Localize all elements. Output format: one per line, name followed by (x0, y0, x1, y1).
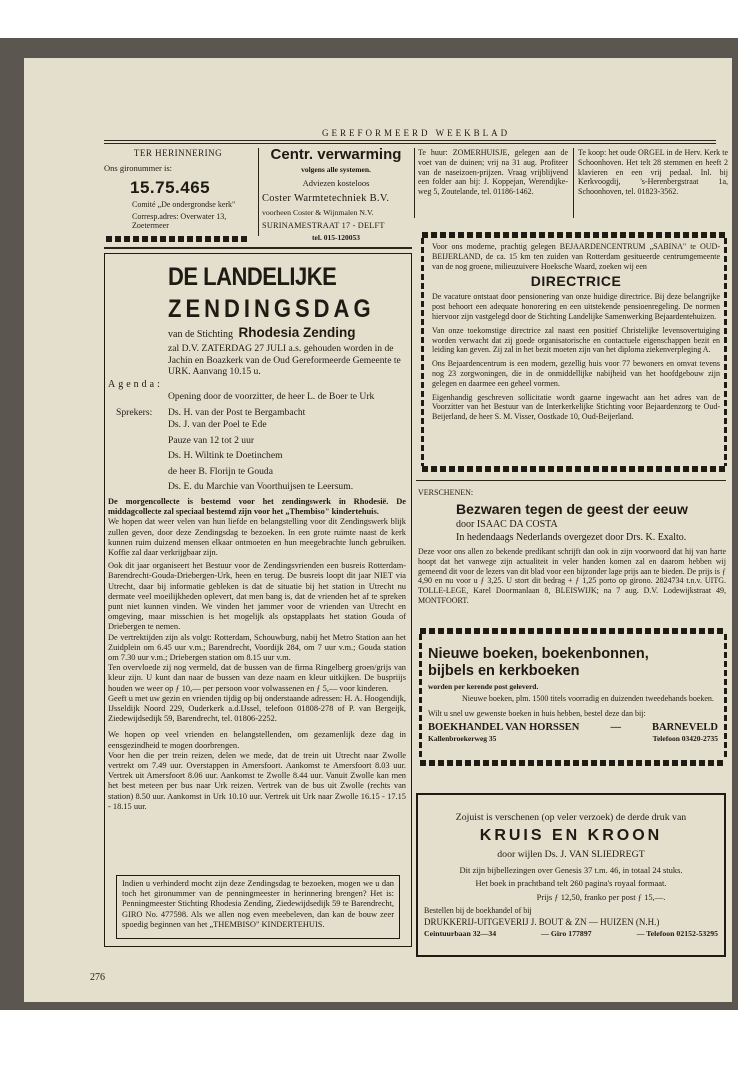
herinnering-line: Ons gironummer is: (104, 163, 172, 173)
kruis-author: door wijlen Ds. J. VAN SLIEDREGT (497, 849, 645, 860)
zendingsdag-p1: We hopen dat weer velen van hun liefde en belangstelling voor dit Zendingswerk blijk zullen geven, door deze Zendingsdag te bezoeken. In een grote ruimte naast de kerk kunnen ruim duizend mensen elkaar ontmoeten en hun meegebrachte lunch gebruiken. Koffie zal daar verkrijgbaar zijn. (108, 517, 406, 557)
zendingsdag-sprekers-label: Sprekers: (116, 407, 153, 419)
verschenen-author: door ISAAC DA COSTA (456, 519, 558, 530)
kruis-ad (424, 812, 718, 938)
boeken-title-2: bijbels en kerkboeken (428, 663, 580, 679)
sabina-ad (432, 242, 720, 422)
boeken-tel: Telefoon 03420-2735 (652, 733, 718, 743)
speaker-line: Ds. J. van der Poel te Ede (168, 418, 267, 430)
sabina-border-right (724, 238, 727, 466)
kruis-title: KRUIS EN KROON (479, 827, 663, 844)
boeken-ad (428, 646, 718, 743)
sabina-p2: Van onze toekomstige directrice zal naast een positief Christelijke levensovertuiging worden verwacht dat zij goede organisatorische en contactuele eigenschappen bezit en leiding kan geven. Zij zal in het bezit moeten zijn van het diploma ziekenverpleging A. (432, 325, 720, 355)
sabina-intro: Voor ons moderne, prachtig gelegen BEJAARDENCENTRUM „SABINA" te OUD-BEIJERLAND, de ca. 15 km ten zuiden van Rotterdam gesitueerde centrumgemeente van de nog groene, milieuzuivere Hoeksche Waard, zoeken wij een (432, 242, 720, 271)
koop-rule (573, 148, 574, 218)
boeken-shop: BOEKHANDEL VAN HORSSEN (428, 721, 580, 733)
kruis-tel: — Telefoon 02152-53295 (636, 929, 718, 938)
verwarming-ad (262, 146, 410, 242)
zendingsdag-opening: Opening door de voorzitter, de heer L. de Boer te Urk (168, 390, 375, 402)
speaker-line: de heer B. Florijn te Gouda (168, 465, 273, 477)
verwarming-rule (258, 148, 259, 236)
boeken-line: Nieuwe boeken, plm. 1500 titels voorradig en duizenden tweedehands boeken. (462, 694, 714, 703)
boeken-shop-row (428, 722, 718, 733)
speaker-line: Pauze van 12 tot 2 uur (168, 434, 255, 446)
zendingsdag-intro: zal D.V. ZATERDAG 27 JULI a.s. gehouden worden in de Jachin en Boazkerk van de Oud Gereformeerde Gemeente te URK. Aanvang 10.15 u. (168, 343, 401, 378)
speaker-line: Ds. E. du Marchie van Voorthuijsen te Leersum. (168, 481, 354, 493)
boeken-border-left (419, 634, 422, 760)
kruis-giro: — Giro 177897 (541, 929, 592, 938)
running-head: GEREFORMEERD WEEKBLAD (322, 128, 511, 138)
boeken-sub: worden per kerende post geleverd. (428, 682, 539, 691)
zendingsdag-giro-text: Indien u verhinderd mocht zijn deze Zendingsdag te bezoeken, mogen we u dan toch het gironummer van de penningmeester in herinnering brengen? Het is: Penningmeester Stichting Rhodesia Zending, Ziedewijdsedijk 59 te Barendrecht, GIRO No. 477598. Als we allen nog even meebeleven, dan kan de bouw zeer spoedig beginnen van het „THEMBISO" KINDERTEHUIS. (122, 879, 394, 929)
herinnering-giro: 15.75.465 (130, 178, 211, 197)
boeken-title: Nieuwe boeken, boekenbonnen, (428, 646, 649, 662)
kruis-line-2: Het boek in prachtband telt 260 pagina's royaal formaat. (475, 878, 667, 888)
speaker-line: Ds. H. Wiltink te Doetinchem (168, 450, 283, 462)
herinnering-comite: Comité „De ondergrondse kerk" (132, 200, 236, 209)
zendingsdag-stichting-pre: van de Stichting (168, 329, 233, 340)
zendingsdag-title-2: ZENDINGSDAG (168, 294, 375, 323)
zendingsdag-collecte: De morgencollecte is bestemd voor het zendingswerk in Rhodesië. De middagcollecte zal speciaal bestemd zijn voor het „Thembiso" kindertehuis. (108, 496, 406, 517)
boeken-dash: — (610, 721, 621, 733)
header-rule (104, 140, 716, 141)
header-rule-2 (104, 143, 716, 144)
zendingsdag-sprekers (108, 407, 406, 493)
verwarming-company: Coster Warmtetechniek B.V. (262, 193, 390, 204)
boeken-border-top (420, 628, 726, 634)
kruis-intro: Zojuist is verschenen (op veler verzoek) de derde druk van (455, 812, 687, 823)
verschenen-rule (416, 480, 726, 481)
zendingsdag-p4: Ten overvloede zij nog vermeld, dat de bussen van de firma Ringelberg groen/grijs van kleur zijn. U kunt dan naar de bussen van deze naam en kleur uitkijken. De buspriijs houden we weer op ƒ 10,— per persoon voor volwassenen en ƒ 5,— voor kinderen. (108, 663, 406, 693)
verwarming-street: SURINAMESTRAAT 17 - DELFT (262, 221, 385, 230)
verwarming-title: Centr. verwarming (270, 146, 402, 163)
kruis-price: Prijs ƒ 12,50, franko per post ƒ 15,—. (536, 892, 666, 902)
herinnering-adres: Corresp.adres: Overwater 13, (132, 212, 227, 221)
boeken-border-bottom (420, 760, 726, 766)
zendingsdag-sprekers-list (168, 407, 353, 493)
boeken-contact-row (428, 734, 718, 743)
zendingsdag-stichting: Rhodesia Zending (238, 325, 356, 340)
sabina-title: DIRECTRICE (530, 273, 622, 290)
zendingsdag-stichting-line (108, 325, 406, 340)
verschenen-label: VERSCHENEN: (418, 488, 474, 497)
kruis-order: Bestellen bij de boekhandel of bij (424, 906, 532, 915)
sabina-border-bottom (422, 466, 728, 472)
zendingsdag-p2: Ook dit jaar organiseert het Bestuur voor de Zendingsvrienden een busreis Rotterdam-Barendrecht-Gouda-Driebergen-Urk, heen en terug. De busreis loopt dit jaar NIET via Utrecht, daar bij informatie gebleken is dat de situatie bij het station in Utrecht nu dermate veel moeilijkheden oplevert, dat men bang is, dat de vrienden het af te spreken punt niet kunnen vinden. We vinden het jammer voor de vrienden van Utrecht en omgeving, maar misschien is het mogelijk als opstapplaats het station Gouda of Driebergen te nemen. (108, 561, 406, 632)
huur-rule (414, 148, 415, 218)
huur-ad: Te huur: ZOMERHUISJE, gelegen aan de voet van de duinen; vrij na 31 aug. Profiteer van de naseizoen-prijzen. Vraag vrijblijvend een folder aan bij: J. Koppejan, Werendijke-weg 5, Zoutelande, tel. 01186-1462. (418, 148, 568, 197)
kruis-publisher: DRUKKERIJ-UITGEVERIJ J. BOUT & ZN — HUIZEN (N.H.) (424, 917, 660, 927)
boeken-border-right (724, 634, 727, 760)
sabina-p4: Eigenhandig geschreven sollicitatie wordt gaarne ingewacht aan het adres van de Voorzitter van het Bestuur van de Interkerkelijke Stichting voor Bejaardenzorg te Oud-Beijerland, de heer S. M. Visser, Oostkade 10, Oud-Beijerland. (432, 392, 720, 422)
verwarming-formerly: voorheen Coster & Wijnmalen N.V. (262, 208, 374, 217)
zendingsdag-ad (108, 262, 406, 812)
verwarming-advice: Adviezen kosteloos (302, 178, 370, 188)
section-rule (104, 247, 412, 249)
zendingsdag-p7: Voor hen die per trein reizen, delen we mede, dat de trein uit Utrecht naar Zwolle vertrekt om 7.49 uur. Overstappen in Amersfoort. Aankomst te Amersfoort 8.03 uur. Vertrek uit Amersfoort 8.06 uur. Aankomst te Zwolle 8.44 uur. Vanuit Zwolle kan men het best meteen per bus naar Urk reizen. Vertrek van de bus uit Zwolle (rechts van station) 8.50 uur. Aankomst in Urk 10.10 uur. Vertrek uit Urk naar Zwolle 16.15 - 17.15 - 18.15 uur. (108, 750, 406, 811)
verschenen-translator: In hedendaags Nederlands overgezet door Drs. K. Exalto. (456, 532, 687, 543)
sabina-p1: De vacature ontstaat door pensionering van onze huidige directrice. Bij deze belangrijke post behoort een adequate honorering en een uitstekende pensioenregeling. De normen hiervoor zijn vastgelegd door de Stichting Landelijke Samenwerking Bejaardentehuizen. (432, 292, 720, 321)
zendingsdag-p6: We hopen op veel vrienden en belangstellenden, om gezamenlijk deze dag in eensgezindheid te mogen doorbrengen. (108, 730, 406, 750)
zendingsdag-title: DE LANDELIJKE (168, 262, 337, 291)
verschenen-body: Deze voor ons allen zo bekende predikant schrijft dan ook in zijn voorwoord dat hij van harte hoopt dat het vanwege zijn actualiteit in veler handen komen zal en daarom hebben wij gemeend dit voor de lezers van dit blad voor een bijzonder lage prijs aan te bieden. De prijs is ƒ 4,90 en nu voor u ƒ 3,25. U stort dit bedrag + ƒ 1,25 porto op girono. 2824734 t.n.v. UITG. TOLLE-LEGE, Karel Doormanlaan 8, BLEISWIJK; na 7 aug. D.V. Lodewijkstraat 49, MONTFOORT. (418, 547, 726, 605)
zendingsdag-agenda-label: Agenda: (108, 378, 163, 390)
verwarming-tel: tel. 015-120053 (312, 233, 360, 242)
herinnering-ad (104, 148, 252, 230)
kruis-line: Dit zijn bijbellezingen over Genesis 37 t.m. 46, in totaal 24 stuks. (459, 865, 683, 875)
sabina-p3: Ons Bejaardencentrum is een modern, gezellig huis voor 77 bewoners en omvat tevens nog 23 zorgwoningen, die in de onmiddellijke nabijheid van het hoofdgebouw zijn gelegen en daarmee een geheel vormen. (432, 359, 720, 388)
speaker-line: Ds. H. van der Post te Bergambacht (168, 407, 306, 419)
page-number: 276 (90, 972, 105, 983)
boeken-street: Kallenbroekerweg 35 (428, 733, 497, 743)
herinnering-border (106, 236, 250, 242)
sabina-border-top (422, 232, 728, 238)
boeken-line-2: Wilt u snel uw gewenste boeken in huis hebben, bestel deze dan bij: (428, 708, 646, 718)
koop-ad: Te koop: het oude ORGEL in de Herv. Kerk te Schoonhoven. Het telt 28 stemmen en heeft 2 klavieren en een vrij pedaal. Inl. bij Kerkvoogdij, 's-Herenbergstraat 1a, Schoonhoven, tel. 01823-3562. (578, 148, 728, 197)
kruis-contact-row (424, 929, 718, 938)
zendingsdag-p3: De vertrektijden zijn als volgt: Rotterdam, Schouwburg, nabij het Metro Station aan het Zuidplein om 6.45 uur v.m.; Barendrecht, Voordijk 284, om 7 uur v.m.; Gouda station om 7.30 uur v.m.; Driebergen station om 8.15 uur v.m. (108, 632, 406, 662)
boeken-town: BARNEVELD (652, 721, 718, 733)
herinnering-adres-2: Zoetermeer (132, 221, 169, 230)
herinnering-title: TER HERINNERING (133, 148, 223, 158)
kruis-street: Ceintuurbaan 32—34 (424, 929, 497, 938)
verschenen-ad (418, 488, 726, 606)
verwarming-sub: volgens alle systemen. (301, 165, 371, 174)
zendingsdag-p5: Geeft u met uw gezin en vrienden tijdig op bij onderstaande adressen: H. A. Hoogendijk, IJsseldijk Noord 229, Ouderkerk a.d.IJssel, telefoon 01808-278 of P. van Bergeijk, Ziedewijdsedijk 59, Barendrecht, tel. 01806-2252. (108, 693, 406, 724)
sabina-border-left (421, 238, 424, 466)
verschenen-title: Bezwaren tegen de geest der eeuw (456, 501, 688, 517)
